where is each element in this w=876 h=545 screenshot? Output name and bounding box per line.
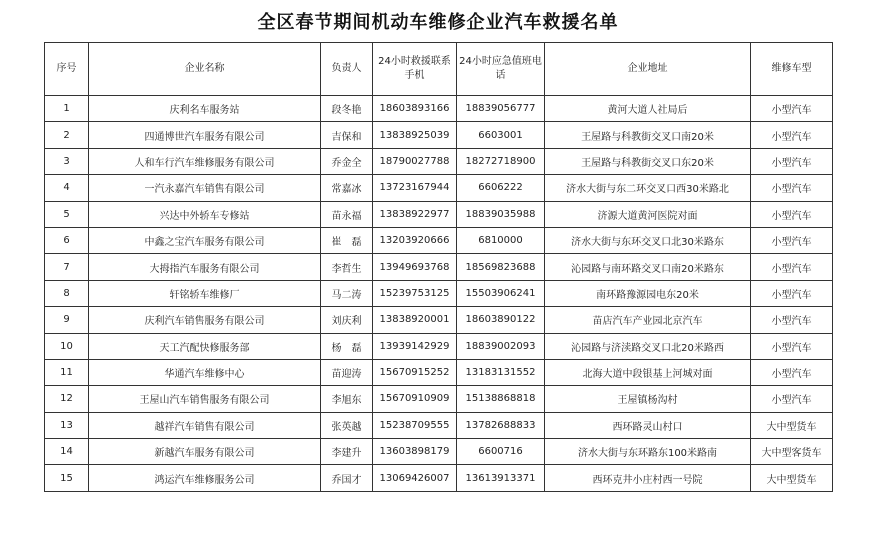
cell-address: 沁园路与济渎路交叉口北20米路西: [545, 333, 751, 359]
table-row: [45, 122, 833, 148]
cell-rescue-mobile: 15239753125: [373, 280, 457, 306]
cell-company-name: 庆利汽车销售服务有限公司: [89, 307, 321, 333]
page-title: 全区春节期间机动车维修企业汽车救援名单: [257, 12, 619, 33]
cell-rescue-mobile: 13949693768: [373, 254, 457, 280]
table-row: [45, 148, 833, 174]
cell-rescue-mobile: 13939142929: [373, 333, 457, 359]
header-vehicle-type: 维修车型: [751, 43, 833, 96]
cell-company-name: 华通汽车维修中心: [89, 359, 321, 385]
cell-vehicle-type: 大中型客货车: [751, 439, 833, 465]
cell-vehicle-type: 小型汽车: [751, 201, 833, 227]
cell-address: 王屋路与科教街交叉口南20米: [545, 122, 751, 148]
cell-duty-phone: 15138868818: [457, 386, 545, 412]
table-row: [45, 333, 833, 359]
cell-no: 12: [45, 386, 89, 412]
cell-rescue-mobile: 15670915252: [373, 359, 457, 385]
cell-company-name: 天工汽配快修服务部: [89, 333, 321, 359]
cell-rescue-mobile: 15670910909: [373, 386, 457, 412]
cell-person-in-charge: 张英越: [321, 412, 373, 438]
cell-no: 4: [45, 175, 89, 201]
cell-person-in-charge: 乔金全: [321, 148, 373, 174]
cell-duty-phone: 18839056777: [457, 96, 545, 122]
cell-duty-phone: 13613913371: [457, 465, 545, 491]
cell-address: 北海大道中段银基上河城对面: [545, 359, 751, 385]
cell-duty-phone: 18272718900: [457, 148, 545, 174]
cell-vehicle-type: 小型汽车: [751, 148, 833, 174]
cell-vehicle-type: 小型汽车: [751, 254, 833, 280]
table-row: [45, 96, 833, 122]
cell-vehicle-type: 小型汽车: [751, 96, 833, 122]
cell-company-name: 人和车行汽车维修服务有限公司: [89, 148, 321, 174]
cell-no: 3: [45, 148, 89, 174]
table-row: [45, 465, 833, 491]
header-rescue-mobile: 24小时救援联系手机: [373, 43, 457, 96]
cell-person-in-charge: 马二涛: [321, 280, 373, 306]
cell-rescue-mobile: 18603893166: [373, 96, 457, 122]
cell-rescue-mobile: 13838920001: [373, 307, 457, 333]
table-header: [45, 43, 833, 96]
table-row: [45, 254, 833, 280]
cell-company-name: 新越汽车服务有限公司: [89, 439, 321, 465]
table-row: [45, 201, 833, 227]
table-row: [45, 359, 833, 385]
cell-vehicle-type: 小型汽车: [751, 280, 833, 306]
cell-address: 济水大街与东环交叉口北30米路东: [545, 227, 751, 253]
cell-vehicle-type: 小型汽车: [751, 359, 833, 385]
cell-address: 王屋路与科教街交叉口东20米: [545, 148, 751, 174]
cell-address: 济水大街与东环路东100米路南: [545, 439, 751, 465]
cell-person-in-charge: 刘庆利: [321, 307, 373, 333]
cell-duty-phone: 6606222: [457, 175, 545, 201]
cell-company-name: 四通博世汽车服务有限公司: [89, 122, 321, 148]
cell-duty-phone: 6810000: [457, 227, 545, 253]
cell-person-in-charge: 乔国才: [321, 465, 373, 491]
cell-rescue-mobile: 13723167944: [373, 175, 457, 201]
cell-vehicle-type: 小型汽车: [751, 227, 833, 253]
cell-rescue-mobile: 13838922977: [373, 201, 457, 227]
header-company-name: 企业名称: [89, 43, 321, 96]
table-row: [45, 227, 833, 253]
cell-duty-phone: 6600716: [457, 439, 545, 465]
cell-person-in-charge: 吉保和: [321, 122, 373, 148]
cell-no: 14: [45, 439, 89, 465]
cell-company-name: 一汽永嘉汽车销售有限公司: [89, 175, 321, 201]
cell-address: 济源大道黄河医院对面: [545, 201, 751, 227]
cell-rescue-mobile: 15238709555: [373, 412, 457, 438]
cell-person-in-charge: 常嘉冰: [321, 175, 373, 201]
cell-vehicle-type: 大中型货车: [751, 412, 833, 438]
table-row: [45, 307, 833, 333]
cell-no: 8: [45, 280, 89, 306]
cell-duty-phone: 18839002093: [457, 333, 545, 359]
cell-address: 苗店汽车产业园北京汽车: [545, 307, 751, 333]
rescue-list-table: [44, 42, 833, 492]
cell-rescue-mobile: 13838925039: [373, 122, 457, 148]
cell-address: 西环克井小庄村西一号院: [545, 465, 751, 491]
cell-person-in-charge: 苗永福: [321, 201, 373, 227]
cell-address: 黄河大道人社局后: [545, 96, 751, 122]
cell-vehicle-type: 小型汽车: [751, 122, 833, 148]
cell-duty-phone: 13782688833: [457, 412, 545, 438]
table-row: [45, 280, 833, 306]
header-no: 序号: [45, 43, 89, 96]
cell-company-name: 中鑫之宝汽车服务有限公司: [89, 227, 321, 253]
cell-duty-phone: 6603001: [457, 122, 545, 148]
table-row: [45, 439, 833, 465]
cell-address: 王屋镇杨沟村: [545, 386, 751, 412]
header-person-in-charge: 负责人: [321, 43, 373, 96]
cell-vehicle-type: 大中型货车: [751, 465, 833, 491]
cell-vehicle-type: 小型汽车: [751, 307, 833, 333]
cell-no: 10: [45, 333, 89, 359]
cell-vehicle-type: 小型汽车: [751, 333, 833, 359]
cell-duty-phone: 18839035988: [457, 201, 545, 227]
cell-person-in-charge: 崔 磊: [321, 227, 373, 253]
cell-rescue-mobile: 13203920666: [373, 227, 457, 253]
cell-address: 南环路豫源园电东20米: [545, 280, 751, 306]
cell-no: 7: [45, 254, 89, 280]
cell-company-name: 庆利名车服务站: [89, 96, 321, 122]
cell-person-in-charge: 李哲生: [321, 254, 373, 280]
cell-no: 9: [45, 307, 89, 333]
cell-person-in-charge: 李建升: [321, 439, 373, 465]
cell-rescue-mobile: 18790027788: [373, 148, 457, 174]
cell-address: 沁园路与南环路交叉口南20米路东: [545, 254, 751, 280]
cell-company-name: 轩铭轿车维修厂: [89, 280, 321, 306]
cell-no: 2: [45, 122, 89, 148]
header-address: 企业地址: [545, 43, 751, 96]
cell-rescue-mobile: 13069426007: [373, 465, 457, 491]
cell-person-in-charge: 李旭东: [321, 386, 373, 412]
cell-no: 13: [45, 412, 89, 438]
cell-company-name: 兴达中外轿车专修站: [89, 201, 321, 227]
table-body: [45, 96, 833, 492]
cell-no: 6: [45, 227, 89, 253]
cell-no: 5: [45, 201, 89, 227]
cell-no: 15: [45, 465, 89, 491]
cell-duty-phone: 15503906241: [457, 280, 545, 306]
header-row: [45, 43, 833, 96]
cell-address: 济水大街与东二环交叉口西30米路北: [545, 175, 751, 201]
cell-person-in-charge: 段冬艳: [321, 96, 373, 122]
cell-person-in-charge: 杨 磊: [321, 333, 373, 359]
table-row: [45, 386, 833, 412]
header-duty-phone: 24小时应急值班电话: [457, 43, 545, 96]
cell-duty-phone: 18603890122: [457, 307, 545, 333]
cell-rescue-mobile: 13603898179: [373, 439, 457, 465]
cell-address: 西环路灵山村口: [545, 412, 751, 438]
cell-no: 1: [45, 96, 89, 122]
cell-vehicle-type: 小型汽车: [751, 175, 833, 201]
cell-company-name: 大拇指汽车服务有限公司: [89, 254, 321, 280]
cell-no: 11: [45, 359, 89, 385]
cell-vehicle-type: 小型汽车: [751, 386, 833, 412]
cell-duty-phone: 18569823688: [457, 254, 545, 280]
cell-company-name: 王屋山汽车销售服务有限公司: [89, 386, 321, 412]
table-row: [45, 175, 833, 201]
cell-person-in-charge: 苗迎涛: [321, 359, 373, 385]
cell-company-name: 鸿运汽车维修服务公司: [89, 465, 321, 491]
cell-duty-phone: 13183131552: [457, 359, 545, 385]
table-row: [45, 412, 833, 438]
cell-company-name: 越祥汽车销售有限公司: [89, 412, 321, 438]
